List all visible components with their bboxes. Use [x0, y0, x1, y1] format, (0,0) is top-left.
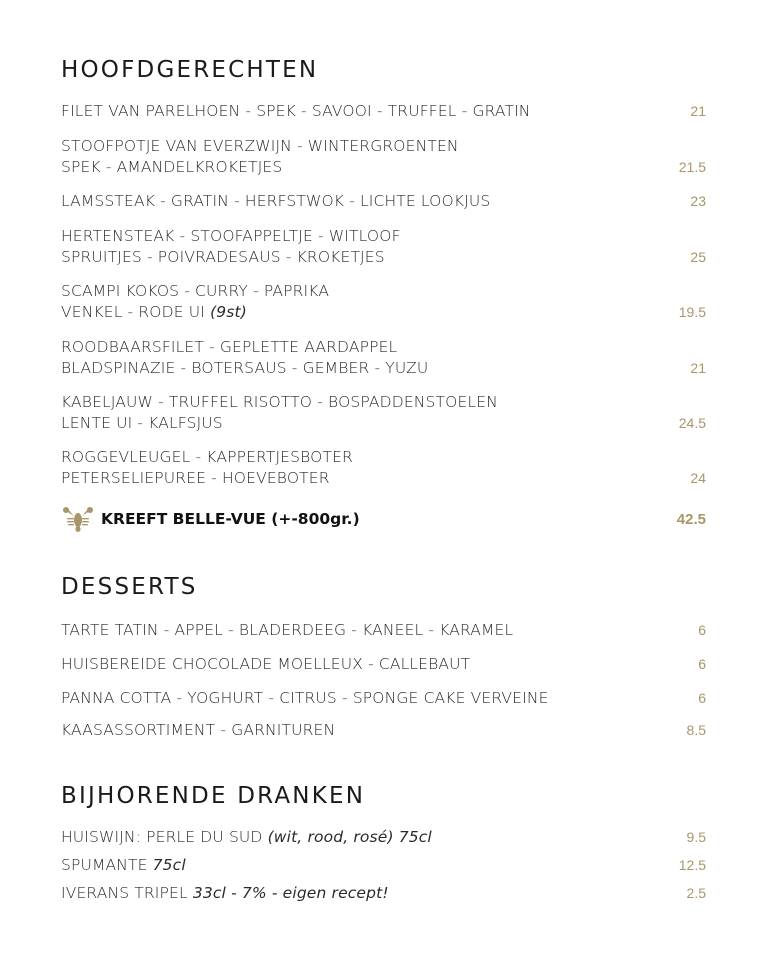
menu-item-note: (9st) — [210, 303, 247, 321]
menu-item-panna-cotta — [61, 688, 706, 709]
menu-item-line: BLADSPINAZIE - BOTERSAUS - GEMBER - YUZU — [61, 359, 429, 377]
menu-item-line: LAMSSTEAK - GRATIN - HERFSTWOK - LICHTE LOOKJUS — [61, 192, 491, 210]
menu-item-line: PETERSELIEPUREE - HOEVEBOTER — [61, 469, 330, 487]
menu-item-price: 6 — [698, 622, 706, 638]
drink-name: HUISWIJN: PERLE DU SUD — [61, 828, 263, 846]
menu-item-price: 8.5 — [686, 722, 706, 738]
menu-item-line: SPEK - AMANDELKROKETJES — [61, 158, 283, 176]
menu-item-everzwijn — [61, 136, 706, 178]
lobster-icon — [61, 507, 95, 533]
menu-item-price: 23 — [690, 193, 706, 209]
menu-item-roggevleugel — [61, 447, 706, 489]
menu-item-line: ROGGEVLEUGEL - KAPPERTJESBOTER — [61, 448, 353, 466]
menu-item-price: 9.5 — [686, 829, 706, 845]
menu-item-lamssteak — [61, 191, 706, 212]
menu-item-line: VENKEL - RODE UI — [61, 303, 205, 321]
drink-note: (wit, rood, rosé) 75cl — [267, 828, 432, 846]
menu-item-moelleux — [61, 654, 706, 675]
menu-item-price: 25 — [690, 249, 706, 265]
drink-note: 75cl — [152, 856, 186, 874]
menu-item-hertensteak — [61, 226, 706, 268]
menu-item-line: KABELJAUW - TRUFFEL RISOTTO - BOSPADDENSTOELEN — [61, 393, 498, 411]
drink-note: 33cl - 7% - eigen recept! — [192, 884, 389, 902]
menu-item-tarte-tatin — [61, 620, 706, 641]
menu-item-line: PANNA COTTA - YOGHURT - CITRUS - SPONGE CAKE VERVEINE — [61, 689, 549, 707]
menu-item-line: KAASASSORTIMENT - GARNITUREN — [61, 721, 336, 739]
menu-item-line: LENTE UI - KALFSJUS — [61, 414, 223, 432]
menu-item-price: 2.5 — [686, 885, 706, 901]
menu-item-iverans-tripel — [61, 883, 706, 904]
menu-item-kaasassortiment — [61, 720, 706, 741]
menu-item-price: 24 — [690, 470, 706, 486]
menu-item-roodbaarsfilet — [61, 337, 706, 379]
menu-item-price: 6 — [698, 690, 706, 706]
menu-item-kreeft — [61, 507, 706, 535]
menu-item-spumante — [61, 855, 706, 876]
menu-item-kabeljauw — [61, 392, 706, 434]
menu-item-price: 6 — [698, 656, 706, 672]
menu-item-line: HUISBEREIDE CHOCOLADE MOELLEUX - CALLEBAUT — [61, 655, 471, 673]
drink-name: IVERANS TRIPEL — [61, 884, 188, 902]
menu-item-price: 19.5 — [678, 304, 706, 320]
menu-item-line: SCAMPI KOKOS - CURRY - PAPRIKA — [61, 282, 330, 300]
section-title-hoofdgerechten: HOOFDGERECHTEN — [61, 57, 319, 83]
menu-item-line: ROODBAARSFILET - GEPLETTE AARDAPPEL — [61, 338, 398, 356]
menu-item-line: FILET VAN PARELHOEN - SPEK - SAVOOI - TRUFFEL - GRATIN — [61, 102, 531, 120]
menu-item-line: STOOFPOTJE VAN EVERZWIJN - WINTERGROENTEN — [61, 137, 459, 155]
section-title-dranken: BIJHORENDE DRANKEN — [61, 783, 366, 809]
menu-item-parelhoen — [61, 101, 706, 122]
menu-item-line: TARTE TATIN - APPEL - BLADERDEEG - KANEEL - KARAMEL — [61, 621, 514, 639]
featured-item-label: KREEFT BELLE-VUE (+-800gr.) — [101, 510, 360, 528]
featured-item-price: 42.5 — [676, 511, 706, 528]
menu-item-price: 12.5 — [678, 857, 706, 873]
menu-item-line: SPRUITJES - POIVRADESAUS - KROKETJES — [61, 248, 385, 266]
menu-item-line: HERTENSTEAK - STOOFAPPELTJE - WITLOOF — [61, 227, 401, 245]
menu-item-scampi — [61, 281, 706, 323]
menu-item-huiswijn — [61, 827, 706, 848]
menu-item-price: 21.5 — [678, 159, 706, 175]
drink-name: SPUMANTE — [61, 856, 148, 874]
menu-item-price: 21 — [690, 103, 706, 119]
section-title-desserts: DESSERTS — [61, 574, 198, 600]
menu-item-price: 21 — [690, 360, 706, 376]
menu-item-price: 24.5 — [678, 415, 706, 431]
